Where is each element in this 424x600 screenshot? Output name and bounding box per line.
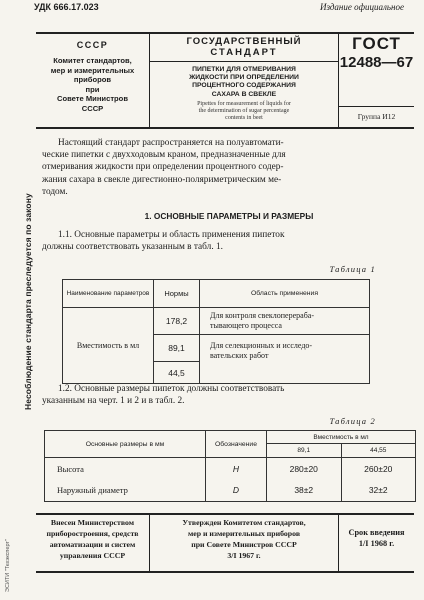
t2-v2: 32±2 xyxy=(341,480,416,502)
ussr-label: СССР xyxy=(76,40,109,50)
t2-symbol: D xyxy=(206,480,267,502)
t2-name: Наружный диаметр xyxy=(45,480,206,502)
gost-label: ГОСТ xyxy=(352,34,401,53)
masthead xyxy=(36,32,414,128)
t2-symbol: H xyxy=(206,458,267,480)
t1-header-norm: Нормы xyxy=(154,280,200,308)
side-legal-note: Несоблюдение стандарта преследуется по закону xyxy=(23,193,33,410)
t2-header-c2: 44,55 xyxy=(341,444,416,458)
table-row xyxy=(45,480,416,502)
t2-header-capacity: Вместимость в мл xyxy=(267,431,416,444)
t2-v2: 260±20 xyxy=(341,458,416,480)
section-heading: 1. ОСНОВНЫЕ ПАРАМЕТРЫ И РАЗМЕРЫ xyxy=(144,211,314,221)
edition-label: Издание официальное xyxy=(319,2,404,12)
t1-param: Вместимость в мл xyxy=(63,308,154,384)
t1-value: 178,2 xyxy=(154,308,200,335)
document-title-english: Pipettes for measurement of liquids for the determination of sugar percentage contents in beet xyxy=(197,101,291,121)
paragraph-1-1: 1.1. Основные параметры и область применения пипеток должны соответствовать указанным в табл. 1. xyxy=(42,230,285,252)
table-1 xyxy=(62,279,370,384)
committee-name: Комитет стандартов, мер и измерительных приборов при Совете Министров СССР xyxy=(50,56,135,113)
state-label: ГОСУДАРСТВЕННЫЙ xyxy=(186,36,302,47)
t2-header-c1: 89,1 xyxy=(267,444,342,458)
t1-application-1: Для контроля свеклоперераба- тывающего процесса xyxy=(200,308,370,335)
group-label: Группа И12 xyxy=(357,112,396,121)
t2-header-dim: Основные размеры в мм xyxy=(45,431,206,458)
t2-v1: 280±20 xyxy=(267,458,342,480)
t2-v1: 38±2 xyxy=(267,480,342,502)
document-title: ПИПЕТКИ ДЛЯ ОТМЕРИВАНИЯ ЖИДКОСТИ ПРИ ОПРЕДЕЛЕНИИ ПРОЦЕНТНОГО СОДЕРЖАНИЯ САХАРА В СВЕКЛЕ xyxy=(189,66,299,98)
table-2 xyxy=(44,430,416,502)
udk-code: УДК 666.17.023 xyxy=(34,2,99,12)
imprint-label: ЭСИТИ "Техэксперт" xyxy=(5,539,11,592)
t1-value: 89,1 xyxy=(154,335,200,362)
table-row xyxy=(45,458,416,480)
t2-header-symbol: Обозначение xyxy=(206,431,267,458)
standard-label: СТАНДАРТ xyxy=(210,47,278,58)
paragraph-1-2: 1.2. Основные размеры пипеток должны соответствовать указанным на черт. 1 и 2 и в табл. 2. xyxy=(42,384,285,406)
t1-application-2: Для селекционных и исследо- вательских работ xyxy=(200,335,370,384)
t1-header-name: Наименование параметров xyxy=(63,280,154,308)
t2-name: Высота xyxy=(45,458,206,480)
table2-caption: Таблица 2 xyxy=(329,416,376,426)
approved-by: Утвержден Комитетом стандартов, мер и измерительных приборов при Совете Министров СССР 3/I 1967 г. xyxy=(182,518,306,560)
table1-caption: Таблица 1 xyxy=(329,264,376,274)
footer-box xyxy=(36,513,414,573)
t1-value: 44,5 xyxy=(154,362,200,384)
gost-number: 12488—67 xyxy=(339,54,414,71)
introduced-by: Внесен Министерством приборостроения, средств автоматизации и систем управления СССР xyxy=(46,518,139,560)
effective-date: Срок введения 1/I 1968 г. xyxy=(348,528,405,548)
t1-header-area: Область применения xyxy=(200,280,370,308)
intro-paragraph: Настоящий стандарт распространяется на полуавтомати- ческие пипетки с двухходовым краном, предназначенные для отмеривания жидкости при определении процентного содер- жания сахара в свекле дигестионно-поляриметрическим ме- тодом. xyxy=(42,138,286,197)
